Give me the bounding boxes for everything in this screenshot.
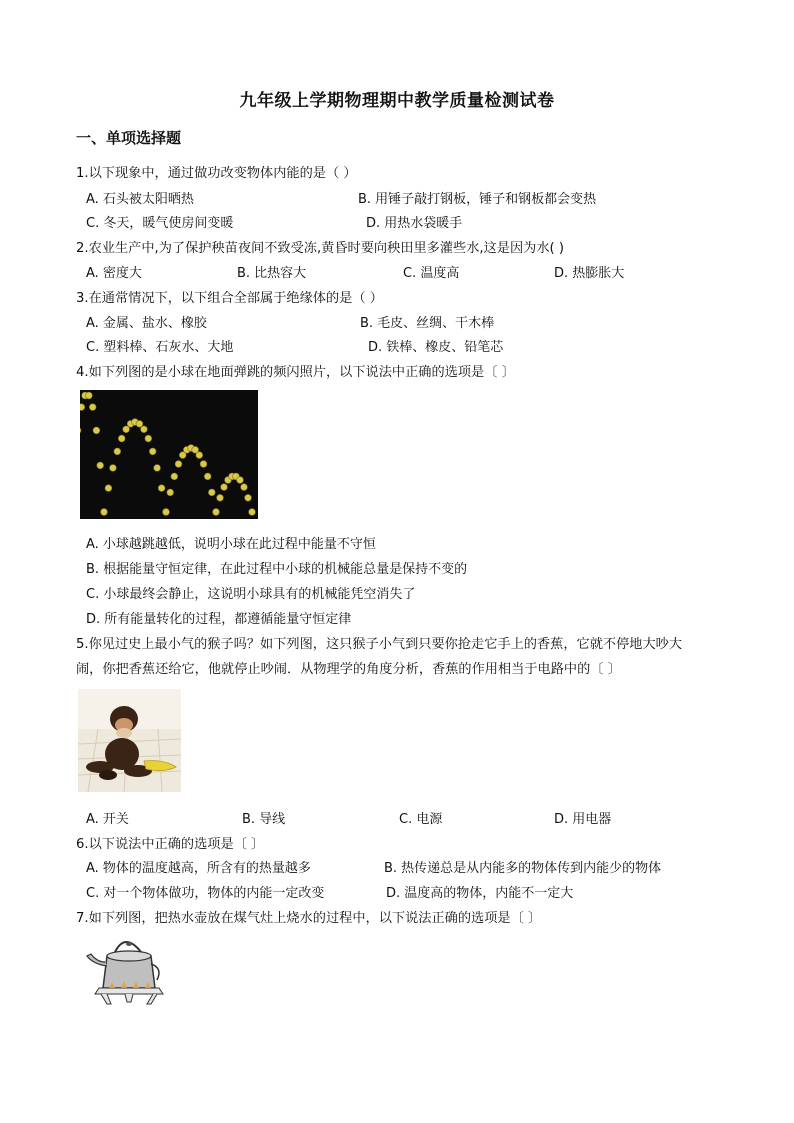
ball-image <box>154 465 161 472</box>
ball-image <box>93 427 100 434</box>
question-2-stem: 2.农业生产中,为了保护秧苗夜间不致受冻,黄昏时要向秧田里多灌些水,这是因为水( ) <box>76 241 565 256</box>
ball-image <box>136 420 143 427</box>
ball-image <box>118 435 125 442</box>
question-1-option-a: A. 石头被太阳晒热 <box>86 192 194 207</box>
kettle-on-stove-illustration <box>85 930 169 1008</box>
ball-image <box>89 404 96 411</box>
question-2-option-c: C. 温度高 <box>403 266 460 281</box>
question-3-option-b: B. 毛皮、丝绸、干木棒 <box>360 316 495 331</box>
ball-image <box>86 392 93 399</box>
question-5-stem-line-2: 闹，你把香蕉还给它，他就停止吵闹．从物理学的角度分析，香蕉的作用相当于电路中的〔 〕 <box>76 662 621 677</box>
question-4-option-c: C. 小球最终会静止，这说明小球具有的机械能凭空消失了 <box>86 587 416 602</box>
question-4-option-a: A. 小球越跳越低，说明小球在此过程中能量不守恒 <box>86 537 376 552</box>
ball-image <box>196 452 203 459</box>
question-2-option-a: A. 密度大 <box>86 266 142 281</box>
ball-image <box>167 489 174 496</box>
ball-image <box>221 484 228 491</box>
question-1-option-c: C. 冬天，暖气使房间变暖 <box>86 216 234 231</box>
question-5-option-c: C. 电源 <box>399 812 443 827</box>
question-4-option-b: B. 根据能量守恒定律，在此过程中小球的机械能总量是保持不变的 <box>86 562 468 577</box>
question-3-option-d: D. 铁棒、橡皮、铅笔芯 <box>368 340 504 355</box>
question-6-option-d: D. 温度高的物体，内能不一定大 <box>386 886 574 901</box>
ball-image <box>204 473 211 480</box>
question-5-option-b: B. 导线 <box>242 812 286 827</box>
ball-image <box>217 494 224 501</box>
ball-image <box>237 477 244 484</box>
ball-image <box>241 484 248 491</box>
question-5-option-d: D. 用电器 <box>554 812 612 827</box>
question-3-stem: 3.在通常情况下，以下组合全部属于绝缘体的是（ ） <box>76 291 383 306</box>
question-3-option-a: A. 金属、盐水、橡胶 <box>86 316 207 331</box>
ball-image <box>249 509 256 516</box>
question-5-option-a: A. 开关 <box>86 812 129 827</box>
question-5-stem-line-1: 5.你见过史上最小气的猴子吗？如下列图，这只猴子小气到只要你抢走它手上的香蕉，它就不停地大吵大 <box>76 637 683 652</box>
ball-image <box>97 462 104 469</box>
ball-image <box>163 509 170 516</box>
question-4-option-d: D. 所有能量转化的过程，都遵循能量守恒定律 <box>86 612 352 627</box>
question-6-stem: 6.以下说法中正确的选项是〔 〕 <box>76 837 265 852</box>
question-6-option-b: B. 热传递总是从内能多的物体传到内能少的物体 <box>384 861 662 876</box>
ball-image <box>158 485 165 492</box>
ball-image <box>105 485 112 492</box>
ball-image <box>123 426 130 433</box>
question-2-option-b: B. 比热容大 <box>237 266 307 281</box>
bouncing-ball-photo <box>80 390 258 519</box>
ball-image <box>200 461 207 468</box>
ball-image <box>245 494 252 501</box>
ball-image <box>175 461 182 468</box>
page-title: 九年级上学期物理期中教学质量检测试卷 <box>239 91 555 111</box>
ball-image <box>171 473 178 480</box>
question-3-option-c: C. 塑料棒、石灰水、大地 <box>86 340 234 355</box>
ball-image <box>110 465 117 472</box>
ball-image <box>101 509 108 516</box>
ball-image <box>80 404 85 411</box>
question-7-stem: 7.如下列图，把热水壶放在煤气灶上烧水的过程中，以下说法正确的选项是〔 〕 <box>76 911 542 926</box>
question-1-option-b: B. 用锤子敲打钢板，锤子和钢板都会变热 <box>358 192 597 207</box>
ball-image <box>141 426 148 433</box>
section-heading: 一、单项选择题 <box>76 129 182 147</box>
question-6-option-c: C. 对一个物体做功，物体的内能一定改变 <box>86 886 325 901</box>
question-2-option-d: D. 热膨胀大 <box>554 266 625 281</box>
ball-image <box>208 489 215 496</box>
question-6-option-a: A. 物体的温度越高，所含有的热量越多 <box>86 861 311 876</box>
ball-image <box>213 509 220 516</box>
ball-image <box>114 448 121 455</box>
ball-image <box>145 435 152 442</box>
ball-image <box>149 448 156 455</box>
monkey-with-banana-photo <box>78 689 181 792</box>
question-1-stem: 1.以下现象中，通过做功改变物体内能的是（ ） <box>76 166 357 181</box>
question-4-stem: 4.如下列图的是小球在地面弹跳的频闪照片，以下说法中正确的选项是〔 〕 <box>76 365 515 380</box>
question-1-option-d: D. 用热水袋暖手 <box>366 216 463 231</box>
